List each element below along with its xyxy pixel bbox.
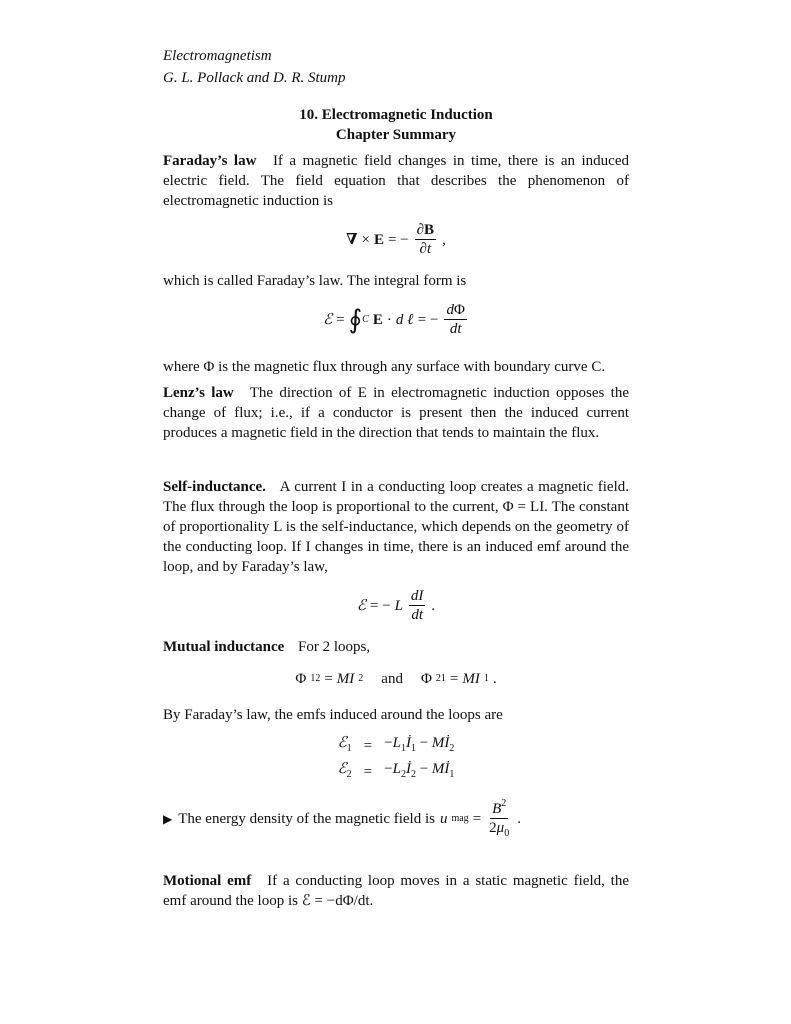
- faraday-term: Faraday’s law: [163, 153, 257, 169]
- lenz-text: The direction of E in electromagnetic induction opposes the change of flux; i.e., if a conductor is present then the induced current produces a magnetic field in the direction that tends to maintain the flux.: [163, 385, 629, 441]
- faraday-differential-equation: ∇ × E = − $\frac{\partial B}{\partial t}$ ,: [346, 222, 446, 257]
- lenz-paragraph: [163, 383, 629, 443]
- authors-line: G. L. Pollack and D. R. Stump: [163, 70, 346, 86]
- triangle-bullet-icon: ▶: [163, 812, 173, 826]
- mutual-flux-equation: Φ 12 = MI 2 and Φ 21 = MI 1 .: [295, 671, 497, 687]
- self-inductance-term: Self-inductance.: [163, 479, 266, 495]
- mutual-inductance-term: Mutual inductance: [163, 639, 285, 655]
- faraday-after-eq1: which is called Faraday’s law. The integral form is: [163, 273, 467, 289]
- chapter-title: 10. Electromagnetic Induction: [299, 107, 493, 123]
- energy-density-line: ▶ The energy density of the magnetic field is u mag = $\frac{B^2}{2\mu_0}$ .: [163, 795, 629, 843]
- document-page: [163, 46, 629, 911]
- self-inductance-paragraph: [163, 477, 629, 577]
- faraday-paragraph: [163, 151, 629, 211]
- chapter-heading: [163, 105, 629, 145]
- mutual-connector: and: [381, 671, 403, 687]
- faraday-text: If a magnetic field changes in time, there is an induced electric field. The field equation that describes the phenomenon of electromagnetic induction is: [163, 153, 629, 209]
- faraday-after-eq2: where Φ is the magnetic flux through any surface with boundary curve C.: [163, 359, 606, 375]
- chapter-subtitle: Chapter Summary: [335, 127, 457, 143]
- motional-emf-text: If a conducting loop moves in a static magnetic field, the emf around the loop is ℰ = −dΦ/dt.: [163, 873, 630, 909]
- motional-emf-term: Motional emf: [163, 873, 252, 889]
- subject-line: Electromagnetism: [163, 48, 272, 64]
- emf-equations: ℰ$_1$ = $-L_1İ_1$ − $Mİ_2$ ℰ$_2$ = $-L_2İ_2$ − $Mİ_1$: [337, 735, 455, 780]
- document-header: [163, 46, 629, 90]
- mutual-inductance-paragraph: [163, 637, 629, 657]
- faraday-integral-equation: ℰ = ∮ C E · d ℓ = − $\frac{d\Phi}{dt}$: [323, 302, 465, 337]
- lenz-term: Lenz’s law: [163, 385, 234, 401]
- energy-density-text: The energy density of the magnetic field is: [178, 811, 435, 827]
- self-inductance-text: A current I in a conducting loop creates a magnetic field. The flux through the loop is proportional to the current, Φ = LI. The constant of proportionality L is the self-inductance, which depends on the geometry of the conducting loop. If I changes in time, there is an induced emf around the loop, and by Faraday’s law,: [163, 479, 629, 575]
- mutual-inductance-text: For 2 loops,: [298, 639, 371, 655]
- mutual-after-text: By Faraday’s law, the emfs induced around the loops are: [163, 707, 503, 723]
- motional-emf-paragraph: [163, 871, 629, 911]
- self-inductance-equation: ℰ = − L $\frac{dI}{dt}$ .: [356, 588, 436, 623]
